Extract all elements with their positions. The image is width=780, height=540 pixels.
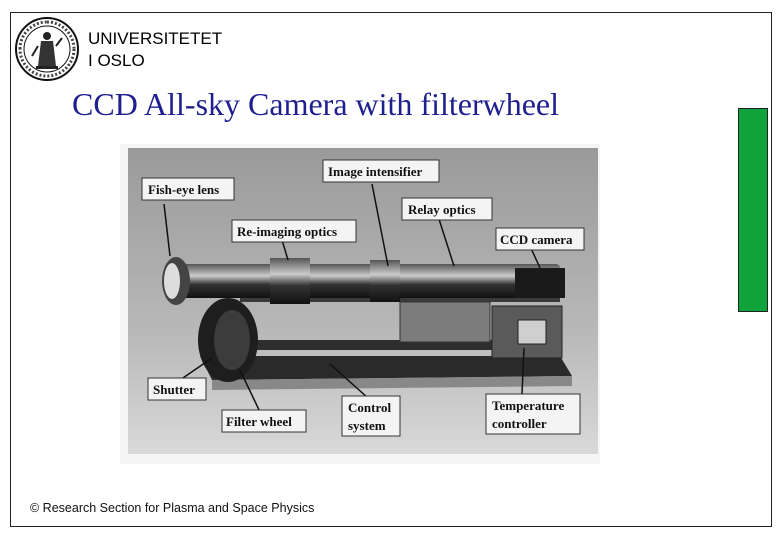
label-temperature-line2: controller bbox=[492, 416, 547, 431]
label-ccd-camera: CCD camera bbox=[500, 232, 573, 247]
copyright-footer: © Research Section for Plasma and Space Physics bbox=[30, 501, 315, 515]
slide-title: CCD All-sky Camera with filterwheel bbox=[72, 86, 560, 122]
university-name bbox=[88, 28, 222, 72]
label-temperature-line1: Temperature bbox=[492, 398, 565, 413]
label-fish-eye-lens: Fish-eye lens bbox=[148, 182, 220, 197]
camera-photo bbox=[120, 144, 600, 464]
label-shutter: Shutter bbox=[153, 382, 195, 397]
label-control-line2: system bbox=[348, 418, 386, 433]
label-image-intensifier: Image intensifier bbox=[328, 164, 423, 179]
label-reimaging-optics: Re-imaging optics bbox=[237, 224, 338, 239]
university-name-line1: UNIVERSITETET bbox=[88, 29, 223, 48]
label-filter-wheel: Filter wheel bbox=[226, 414, 292, 429]
label-control-line1: Control bbox=[348, 400, 392, 415]
label-relay-optics: Relay optics bbox=[408, 202, 476, 217]
university-seal-logo bbox=[14, 16, 80, 82]
university-name-line2: I OSLO bbox=[88, 51, 145, 70]
green-accent-bar bbox=[738, 108, 768, 312]
